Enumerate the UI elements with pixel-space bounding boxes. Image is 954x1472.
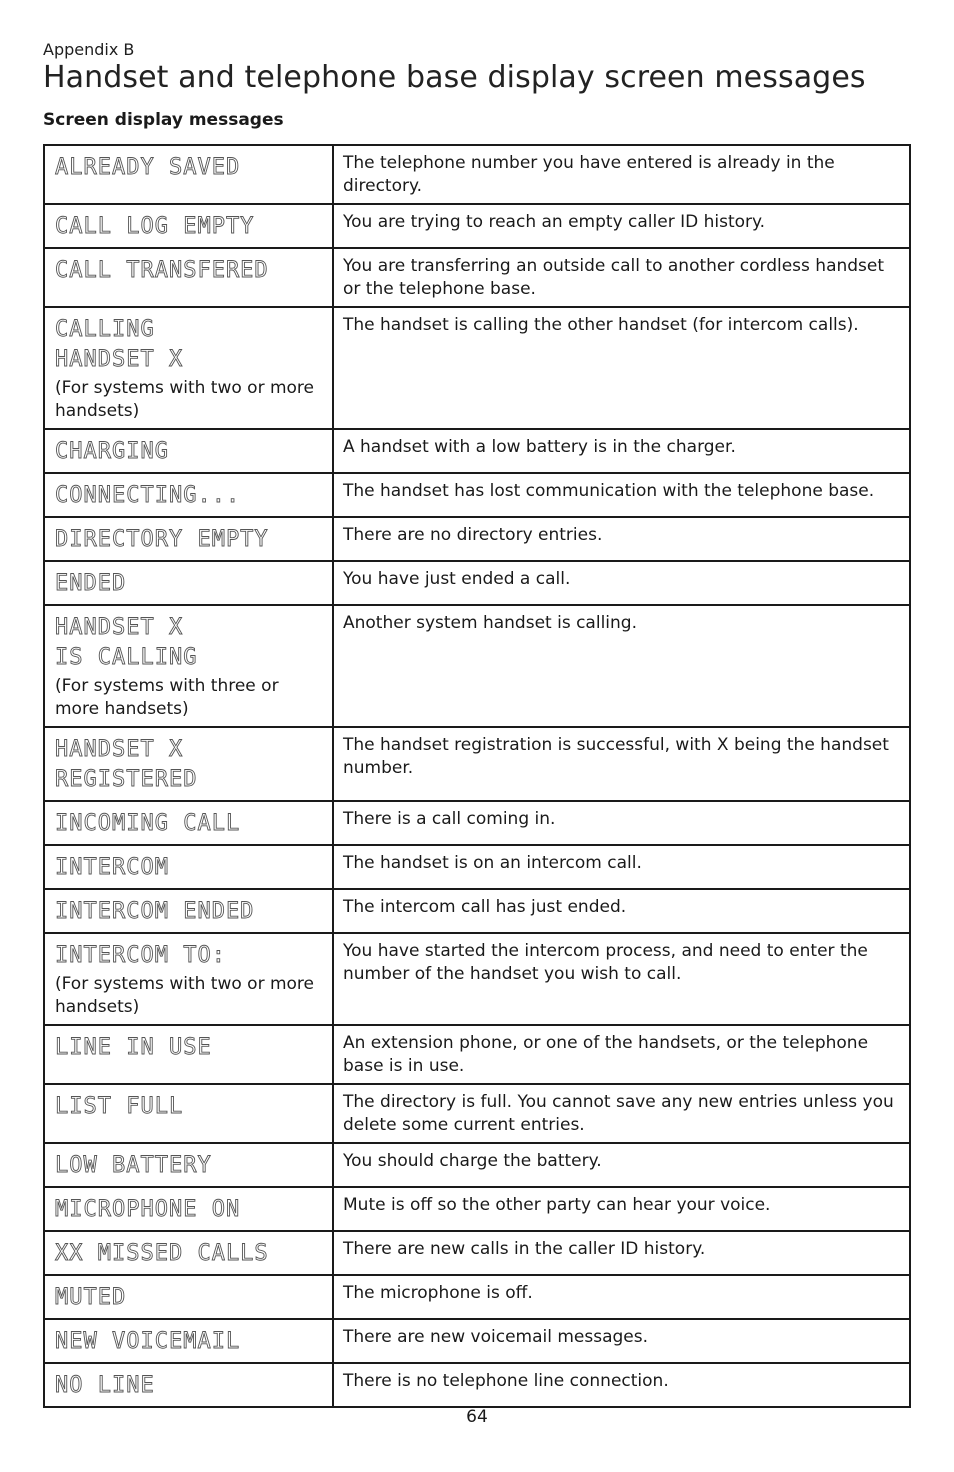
table-row [44, 801, 910, 845]
message-description: There are new calls in the caller ID history. [333, 1231, 910, 1275]
display-message-text: MICROPHONE ON [55, 1197, 241, 1222]
display-message-text: HANDSET X [55, 615, 184, 640]
display-message-text: CALLING [55, 317, 155, 342]
messages-table-body [44, 145, 910, 1407]
display-message-cell [44, 801, 333, 845]
message-description: The handset registration is successful, with X being the handset number. [333, 727, 910, 801]
display-message-text: INTERCOM TO: [55, 943, 226, 968]
display-message-text: LOW BATTERY [55, 1153, 212, 1178]
message-description: A handset with a low battery is in the charger. [333, 429, 910, 473]
display-message-text: CHARGING [55, 439, 169, 464]
message-description: Mute is off so the other party can hear your voice. [333, 1187, 910, 1231]
display-message-cell [44, 1363, 333, 1407]
display-message-cell [44, 204, 333, 248]
table-row [44, 1275, 910, 1319]
message-description: The handset is calling the other handset (for intercom calls). [333, 307, 910, 429]
display-message-cell [44, 727, 333, 801]
display-message-text: MUTED [55, 1285, 127, 1310]
message-description: There is a call coming in. [333, 801, 910, 845]
table-row [44, 145, 910, 204]
table-row [44, 561, 910, 605]
display-message-text: NEW VOICEMAIL [55, 1329, 241, 1354]
display-message-text: REGISTERED [55, 767, 198, 792]
table-row [44, 1025, 910, 1084]
message-description: You are transferring an outside call to another cordless handset or the telephone base. [333, 248, 910, 307]
display-message-cell [44, 1025, 333, 1084]
display-message-text: INTERCOM [55, 855, 169, 880]
message-description: The handset is on an intercom call. [333, 845, 910, 889]
display-message-cell [44, 1084, 333, 1143]
page-title: Handset and telephone base display screen messages [43, 60, 866, 95]
display-message-note: (For systems with two or more handsets) [55, 378, 314, 421]
message-description: There are no directory entries. [333, 517, 910, 561]
message-description: The microphone is off. [333, 1275, 910, 1319]
display-message-text: DIRECTORY EMPTY [55, 527, 269, 552]
display-message-cell [44, 1275, 333, 1319]
table-row [44, 1319, 910, 1363]
display-message-cell [44, 517, 333, 561]
display-message-text: CALL LOG EMPTY [55, 214, 255, 239]
section-heading: Screen display messages [43, 110, 284, 130]
message-description: You should charge the battery. [333, 1143, 910, 1187]
display-message-note: (For systems with three or more handsets) [55, 676, 279, 719]
display-message-cell [44, 561, 333, 605]
table-row [44, 727, 910, 801]
display-message-text: INCOMING CALL [55, 811, 241, 836]
message-description: Another system handset is calling. [333, 605, 910, 727]
display-message-text: LIST FULL [55, 1094, 184, 1119]
display-message-cell [44, 1319, 333, 1363]
display-message-cell [44, 845, 333, 889]
message-description: The telephone number you have entered is already in the directory. [333, 145, 910, 204]
table-row [44, 517, 910, 561]
display-message-cell [44, 1143, 333, 1187]
message-description: The intercom call has just ended. [333, 889, 910, 933]
display-message-text: ENDED [55, 571, 127, 596]
display-message-cell [44, 473, 333, 517]
table-row [44, 473, 910, 517]
table-row [44, 845, 910, 889]
table-row [44, 889, 910, 933]
display-message-text: CALL TRANSFERED [55, 258, 269, 283]
table-row [44, 1363, 910, 1407]
message-description: You have started the intercom process, and need to enter the number of the handset you wish to call. [333, 933, 910, 1025]
table-row [44, 1187, 910, 1231]
display-message-text: HANDSET X [55, 737, 184, 762]
display-message-cell [44, 605, 333, 727]
display-message-text: NO LINE [55, 1373, 155, 1398]
display-message-cell [44, 1231, 333, 1275]
table-row [44, 429, 910, 473]
message-description: The directory is full. You cannot save any new entries unless you delete some current entries. [333, 1084, 910, 1143]
display-message-text: ALREADY SAVED [55, 155, 241, 180]
message-description: There are new voicemail messages. [333, 1319, 910, 1363]
table-row [44, 1084, 910, 1143]
table-row [44, 933, 910, 1025]
table-row [44, 605, 910, 727]
table-row [44, 248, 910, 307]
display-message-cell [44, 307, 333, 429]
display-message-text: LINE IN USE [55, 1035, 212, 1060]
message-description: You have just ended a call. [333, 561, 910, 605]
table-row [44, 1231, 910, 1275]
display-message-text: XX MISSED CALLS [55, 1241, 269, 1266]
message-description: An extension phone, or one of the handsets, or the telephone base is in use. [333, 1025, 910, 1084]
message-description: The handset has lost communication with the telephone base. [333, 473, 910, 517]
page-number: 64 [466, 1407, 488, 1427]
appendix-label: Appendix B [43, 40, 135, 59]
table-row [44, 1143, 910, 1187]
display-message-text: INTERCOM ENDED [55, 899, 255, 924]
display-message-text: CONNECTING... [55, 483, 241, 508]
display-message-cell [44, 889, 333, 933]
table-row [44, 204, 910, 248]
table-row [44, 307, 910, 429]
display-message-text: HANDSET X [55, 347, 184, 372]
display-message-text: IS CALLING [55, 645, 198, 670]
display-message-cell [44, 933, 333, 1025]
display-message-cell [44, 145, 333, 204]
display-message-cell [44, 248, 333, 307]
messages-table [43, 144, 911, 1408]
message-description: You are trying to reach an empty caller ID history. [333, 204, 910, 248]
display-message-cell [44, 429, 333, 473]
message-description: There is no telephone line connection. [333, 1363, 910, 1407]
display-message-note: (For systems with two or more handsets) [55, 974, 314, 1017]
display-message-cell [44, 1187, 333, 1231]
